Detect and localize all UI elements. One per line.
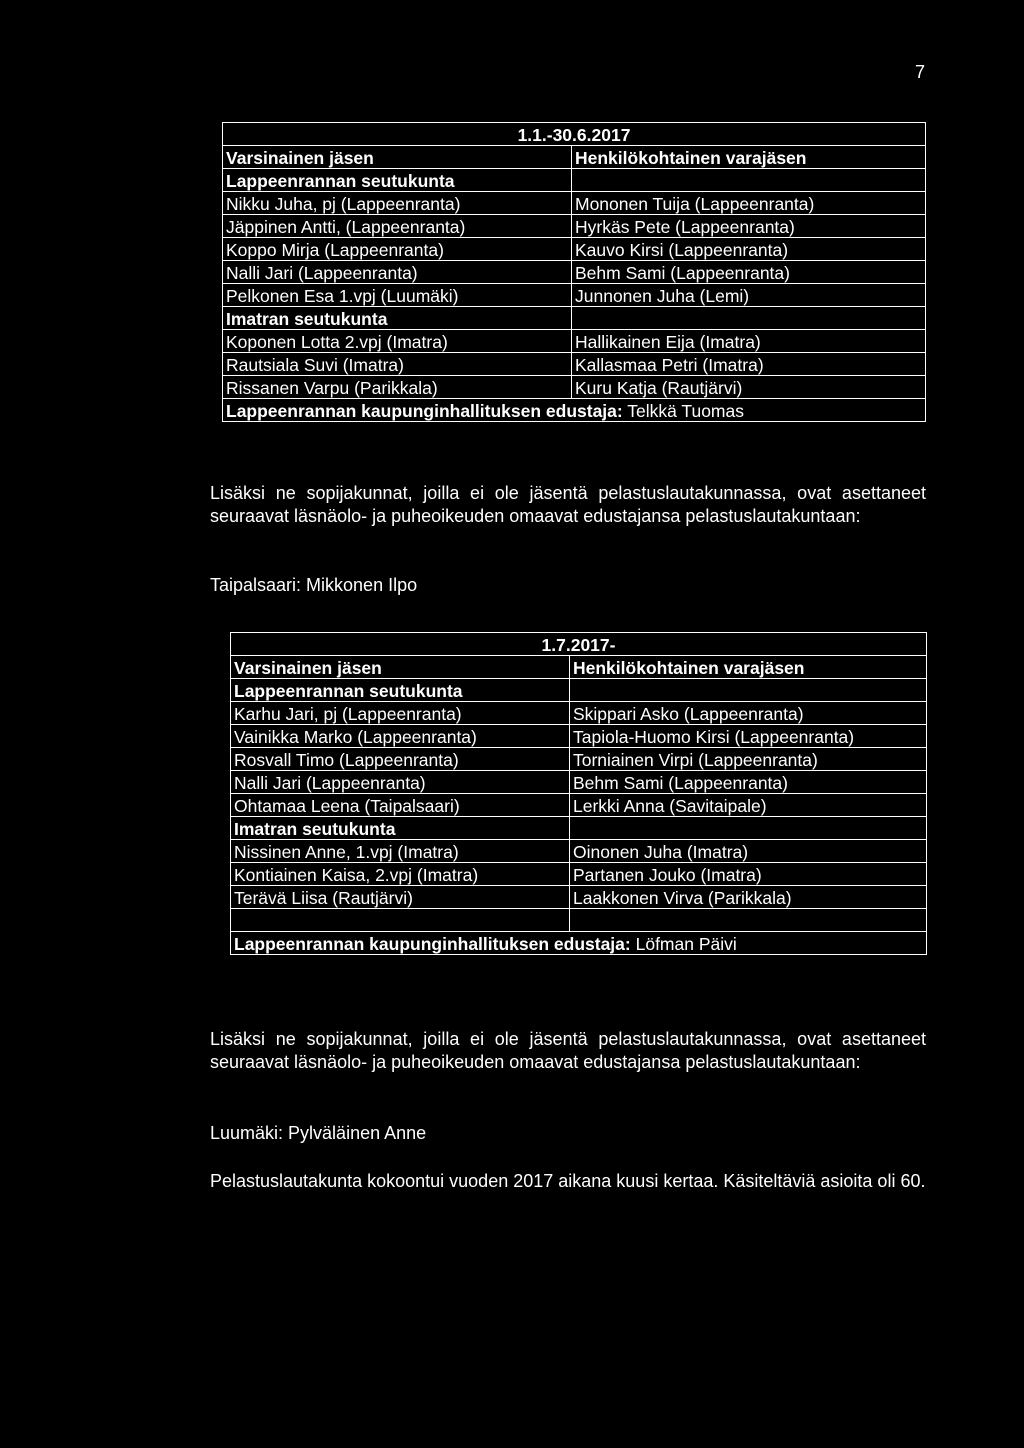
table-row [223, 284, 926, 307]
member-cell: Vainikka Marko (Lappeenranta) [231, 725, 570, 748]
member-cell: Ohtamaa Leena (Taipalsaari) [231, 794, 570, 817]
deputy-cell: Tapiola-Huomo Kirsi (Lappeenranta) [570, 725, 927, 748]
table-row [231, 748, 927, 771]
column-header-member: Varsinainen jäsen [223, 146, 572, 169]
deputy-cell: Mononen Tuija (Lappeenranta) [572, 192, 926, 215]
member-cell: Nalli Jari (Lappeenranta) [231, 771, 570, 794]
table-row [231, 679, 927, 702]
region-heading: Imatran seutukunta [231, 817, 570, 840]
table-row [231, 886, 927, 909]
table-row [223, 123, 926, 146]
members-table-h2-2017 [230, 632, 927, 955]
table-row [223, 330, 926, 353]
column-header-member: Varsinainen jäsen [231, 656, 570, 679]
representative-label: Lappeenrannan kaupunginhallituksen edustaja: [234, 934, 631, 954]
deputy-cell: Partanen Jouko (Imatra) [570, 863, 927, 886]
table-row [231, 771, 927, 794]
deputy-cell: Skippari Asko (Lappeenranta) [570, 702, 927, 725]
empty-cell [570, 817, 927, 840]
empty-cell [572, 307, 926, 330]
table-row [223, 353, 926, 376]
member-cell: Kontiainen Kaisa, 2.vpj (Imatra) [231, 863, 570, 886]
table-row [231, 633, 927, 656]
member-cell: Nikku Juha, pj (Lappeenranta) [223, 192, 572, 215]
representative-cell [231, 932, 927, 955]
table-header-row [231, 656, 927, 679]
table-row [223, 215, 926, 238]
paragraph-additional-representatives: Lisäksi ne sopijakunnat, joilla ei ole jäsentä pelastuslautakunnassa, ovat asettaneet seuraavat läsnäolo- ja puheoikeuden omaavat edustajansa pelastuslautakuntaan: [210, 1029, 926, 1072]
member-cell: Nalli Jari (Lappeenranta) [223, 261, 572, 284]
deputy-cell: Oinonen Juha (Imatra) [570, 840, 927, 863]
table-row [231, 932, 927, 955]
member-cell: Koponen Lotta 2.vpj (Imatra) [223, 330, 572, 353]
paragraph-additional-representatives: Lisäksi ne sopijakunnat, joilla ei ole jäsentä pelastuslautakunnassa, ovat asettaneet seuraavat läsnäolo- ja puheoikeuden omaavat edustajansa pelastuslautakuntaan: [210, 483, 926, 526]
deputy-cell: Junnonen Juha (Lemi) [572, 284, 926, 307]
region-heading: Imatran seutukunta [223, 307, 572, 330]
member-cell: Rosvall Timo (Lappeenranta) [231, 748, 570, 771]
table-row [231, 863, 927, 886]
period-heading: 1.1.-30.6.2017 [223, 123, 926, 146]
extra-representative: Taipalsaari: Mikkonen Ilpo [210, 575, 418, 595]
representative-name: Telkkä Tuomas [627, 401, 744, 421]
column-header-deputy: Henkilökohtainen varajäsen [570, 656, 927, 679]
representative-cell [223, 399, 926, 422]
deputy-cell: Behm Sami (Lappeenranta) [570, 771, 927, 794]
table-row [231, 909, 927, 932]
member-cell: Pelkonen Esa 1.vpj (Luumäki) [223, 284, 572, 307]
members-table-h1-2017 [222, 122, 926, 422]
deputy-cell: Kallasmaa Petri (Imatra) [572, 353, 926, 376]
deputy-cell: Kauvo Kirsi (Lappeenranta) [572, 238, 926, 261]
table-row [223, 238, 926, 261]
table-row [223, 376, 926, 399]
member-cell: Karhu Jari, pj (Lappeenranta) [231, 702, 570, 725]
region-heading: Lappeenrannan seutukunta [231, 679, 570, 702]
deputy-cell: Hallikainen Eija (Imatra) [572, 330, 926, 353]
deputy-cell: Lerkki Anna (Savitaipale) [570, 794, 927, 817]
member-cell: Koppo Mirja (Lappeenranta) [223, 238, 572, 261]
column-header-deputy: Henkilökohtainen varajäsen [572, 146, 926, 169]
period-heading: 1.7.2017- [231, 633, 927, 656]
table-row [223, 169, 926, 192]
table-row [231, 817, 927, 840]
page-number: 7 [914, 62, 925, 82]
deputy-cell: Hyrkäs Pete (Lappeenranta) [572, 215, 926, 238]
extra-representative: Luumäki: Pylväläinen Anne [210, 1123, 427, 1143]
table-row [223, 192, 926, 215]
member-cell: Jäppinen Antti, (Lappeenranta) [223, 215, 572, 238]
member-cell: Terävä Liisa (Rautjärvi) [231, 886, 570, 909]
table-row [223, 307, 926, 330]
member-cell: Rissanen Varpu (Parikkala) [223, 376, 572, 399]
table-row [223, 261, 926, 284]
empty-cell [231, 909, 570, 932]
deputy-cell: Kuru Katja (Rautjärvi) [572, 376, 926, 399]
table-header-row [223, 146, 926, 169]
table-row [231, 840, 927, 863]
representative-label: Lappeenrannan kaupunginhallituksen edustaja: [226, 401, 623, 421]
member-cell: Nissinen Anne, 1.vpj (Imatra) [231, 840, 570, 863]
paragraph-meetings-summary: Pelastuslautakunta kokoontui vuoden 2017 aikana kuusi kertaa. Käsiteltäviä asioita oli 60. [210, 1171, 926, 1191]
deputy-cell: Laakkonen Virva (Parikkala) [570, 886, 927, 909]
table-row [231, 702, 927, 725]
deputy-cell: Behm Sami (Lappeenranta) [572, 261, 926, 284]
table-row [231, 725, 927, 748]
region-heading: Lappeenrannan seutukunta [223, 169, 572, 192]
empty-cell [570, 679, 927, 702]
table-row [231, 794, 927, 817]
empty-cell [572, 169, 926, 192]
deputy-cell: Torniainen Virpi (Lappeenranta) [570, 748, 927, 771]
table-row [223, 399, 926, 422]
empty-cell [570, 909, 927, 932]
member-cell: Rautsiala Suvi (Imatra) [223, 353, 572, 376]
representative-name: Löfman Päivi [635, 934, 737, 954]
